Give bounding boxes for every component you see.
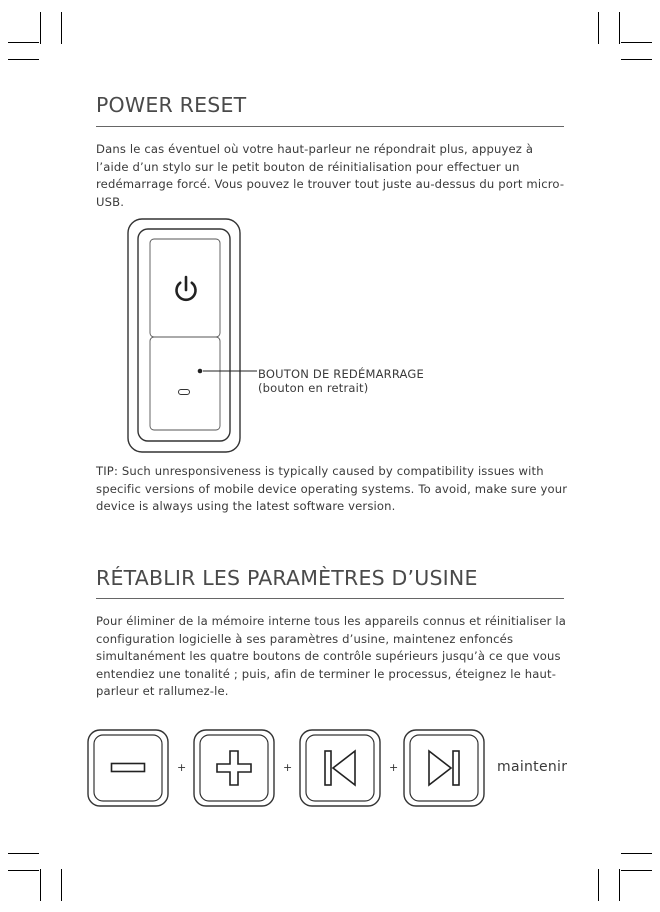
crop-mark — [61, 12, 62, 44]
plus-separator: + — [177, 761, 187, 774]
factory-reset-paragraph — [96, 613, 568, 701]
crop-mark — [621, 870, 652, 871]
crop-mark — [621, 59, 652, 60]
plus-icon — [217, 751, 251, 785]
plus-separator: + — [283, 761, 293, 774]
crop-mark — [621, 853, 652, 854]
crop-mark — [8, 42, 39, 43]
crop-mark — [40, 12, 41, 44]
previous-track-icon — [325, 751, 355, 785]
minus-button-illustration — [87, 729, 169, 807]
reset-button-sublabel: (bouton en retrait) — [258, 381, 369, 395]
previous-track-button-illustration — [299, 729, 381, 807]
section-divider — [96, 126, 564, 127]
tip-text: TIP: Such unresponsiveness is typically caused by compatibility issues with specific versions of mobile device operating systems. To avoid, make sure your device is always using the latest software version. — [96, 464, 568, 513]
speaker-outer-body — [128, 219, 240, 452]
crop-mark — [621, 42, 652, 43]
power-reset-text: Dans le cas éventuel où votre haut-parleur ne répondrait plus, appuyez à l’aide d’un stylo sur le petit bouton de réinitialisation pour effectuer un redémarrage forcé. Vous pouvez le trouver tout juste au-dessus du port micro-USB. — [96, 142, 565, 209]
plus-button-illustration — [193, 729, 275, 807]
reset-button-label: BOUTON DE REDÉMARRAGE — [258, 367, 424, 381]
power-reset-paragraph — [96, 141, 568, 211]
crop-mark — [8, 59, 39, 60]
next-track-icon — [429, 751, 459, 785]
next-track-button-illustration — [403, 729, 485, 807]
tip-paragraph — [96, 463, 568, 516]
speaker-inner-body — [138, 229, 230, 441]
reset-hole-dot — [198, 369, 203, 374]
plus-separator: + — [389, 761, 399, 774]
crop-mark — [8, 870, 39, 871]
micro-usb-port — [179, 390, 190, 395]
factory-reset-text: Pour éliminer de la mémoire interne tous les appareils connus et réinitialiser la configuration logicielle à ses paramètres d’usine, maintenez enfoncés simultanément les quatre boutons de contrôle supérieurs jusqu’à ce que vous entendiez une tonalité ; puis, afin de terminer le processus, éteignez le haut-parleur et rallumez-le. — [96, 614, 567, 698]
crop-mark — [61, 869, 62, 901]
crop-mark — [619, 12, 620, 44]
power-icon — [176, 277, 195, 300]
speaker-top-panel — [150, 239, 220, 337]
speaker-bottom-panel — [150, 337, 220, 430]
crop-mark — [598, 869, 599, 901]
crop-mark — [8, 853, 39, 854]
crop-mark — [598, 12, 599, 44]
section-title-power-reset: POWER RESET — [96, 93, 247, 117]
crop-mark — [619, 869, 620, 901]
hold-label: maintenir — [497, 759, 568, 775]
section-divider — [96, 598, 564, 599]
crop-mark — [40, 869, 41, 901]
minus-icon — [112, 764, 145, 772]
section-title-factory-reset: RÉTABLIR LES PARAMÈTRES D’USINE — [96, 566, 478, 590]
